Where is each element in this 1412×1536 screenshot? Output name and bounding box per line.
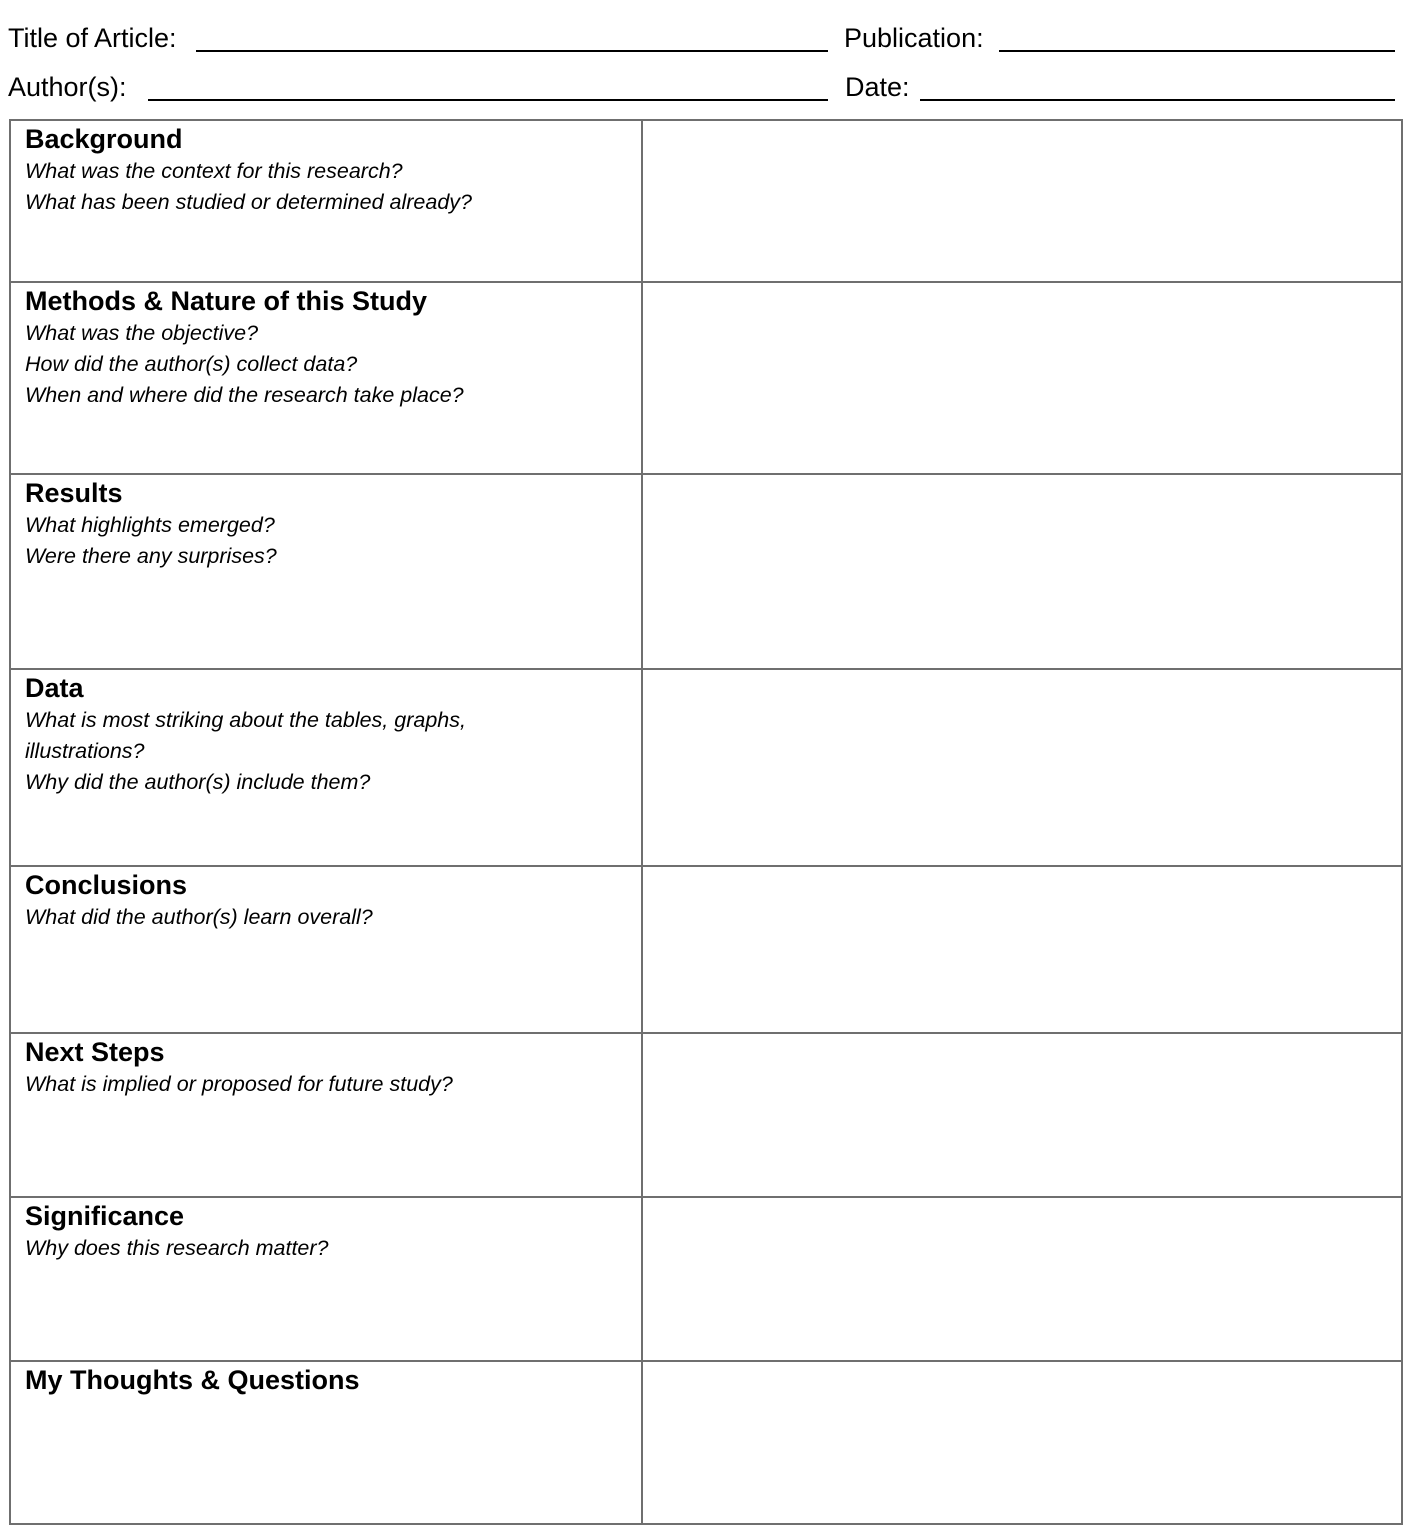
title-of-article-field[interactable] bbox=[196, 50, 828, 52]
section-prompt-cell bbox=[25, 284, 625, 411]
publication-label: Publication: bbox=[844, 23, 984, 53]
section-prompt-cell bbox=[25, 1199, 625, 1264]
section-heading: My Thoughts & Questions bbox=[25, 1365, 360, 1395]
section-heading: Methods & Nature of this Study bbox=[25, 286, 428, 316]
section-prompt: What is most striking about the tables, graphs, illustrations? bbox=[25, 708, 466, 763]
section-row-conclusions bbox=[11, 865, 1401, 1033]
column-divider bbox=[641, 867, 643, 1033]
section-prompt-cell bbox=[25, 868, 625, 933]
date-label: Date: bbox=[845, 72, 910, 102]
section-heading: Data bbox=[25, 673, 84, 703]
authors-field[interactable] bbox=[148, 99, 828, 101]
notes-area-results[interactable] bbox=[645, 475, 1401, 669]
section-row-background bbox=[11, 121, 1401, 283]
section-prompt: When and where did the research take place? bbox=[25, 383, 464, 407]
column-divider bbox=[641, 1362, 643, 1525]
section-prompt: What was the context for this research? bbox=[25, 159, 403, 183]
notes-area-next-steps[interactable] bbox=[645, 1034, 1401, 1197]
section-row-significance bbox=[11, 1196, 1401, 1361]
section-prompt: Why did the author(s) include them? bbox=[25, 770, 371, 794]
section-heading: Significance bbox=[25, 1201, 185, 1231]
section-prompt: What is implied or proposed for future study? bbox=[25, 1072, 453, 1096]
section-prompt: What was the objective? bbox=[25, 321, 259, 345]
section-heading: Next Steps bbox=[25, 1037, 165, 1067]
notes-area-thoughts[interactable] bbox=[645, 1362, 1401, 1525]
column-divider bbox=[641, 283, 643, 474]
section-row-next-steps bbox=[11, 1032, 1401, 1197]
column-divider bbox=[641, 121, 643, 283]
section-heading: Background bbox=[25, 124, 183, 154]
section-prompt-cell bbox=[25, 1035, 625, 1100]
title-of-article-label: Title of Article: bbox=[8, 23, 177, 53]
section-prompt: Were there any surprises? bbox=[25, 544, 277, 568]
notes-area-methods[interactable] bbox=[645, 283, 1401, 474]
publication-field[interactable] bbox=[999, 50, 1395, 52]
section-row-thoughts bbox=[11, 1360, 1401, 1525]
section-prompt: Why does this research matter? bbox=[25, 1236, 329, 1260]
column-divider bbox=[641, 1198, 643, 1361]
authors-label: Author(s): bbox=[8, 72, 127, 102]
section-prompt-cell bbox=[25, 476, 625, 572]
column-divider bbox=[641, 1034, 643, 1197]
notes-area-significance[interactable] bbox=[645, 1198, 1401, 1361]
section-prompt-cell bbox=[25, 1363, 625, 1397]
date-field[interactable] bbox=[920, 99, 1395, 101]
section-heading: Conclusions bbox=[25, 870, 188, 900]
worksheet-table bbox=[9, 119, 1403, 1525]
section-row-results bbox=[11, 473, 1401, 669]
notes-area-conclusions[interactable] bbox=[645, 867, 1401, 1033]
column-divider bbox=[641, 475, 643, 669]
section-prompt: What highlights emerged? bbox=[25, 513, 275, 537]
section-prompt-cell bbox=[25, 122, 625, 218]
section-prompt: What did the author(s) learn overall? bbox=[25, 905, 373, 929]
notes-area-background[interactable] bbox=[645, 121, 1401, 283]
section-heading: Results bbox=[25, 478, 123, 508]
section-row-methods bbox=[11, 281, 1401, 474]
section-row-data bbox=[11, 668, 1401, 866]
section-prompt: How did the author(s) collect data? bbox=[25, 352, 358, 376]
notes-area-data[interactable] bbox=[645, 670, 1401, 866]
section-prompt: What has been studied or determined already? bbox=[25, 190, 472, 214]
section-prompt-cell bbox=[25, 671, 545, 798]
column-divider bbox=[641, 670, 643, 866]
